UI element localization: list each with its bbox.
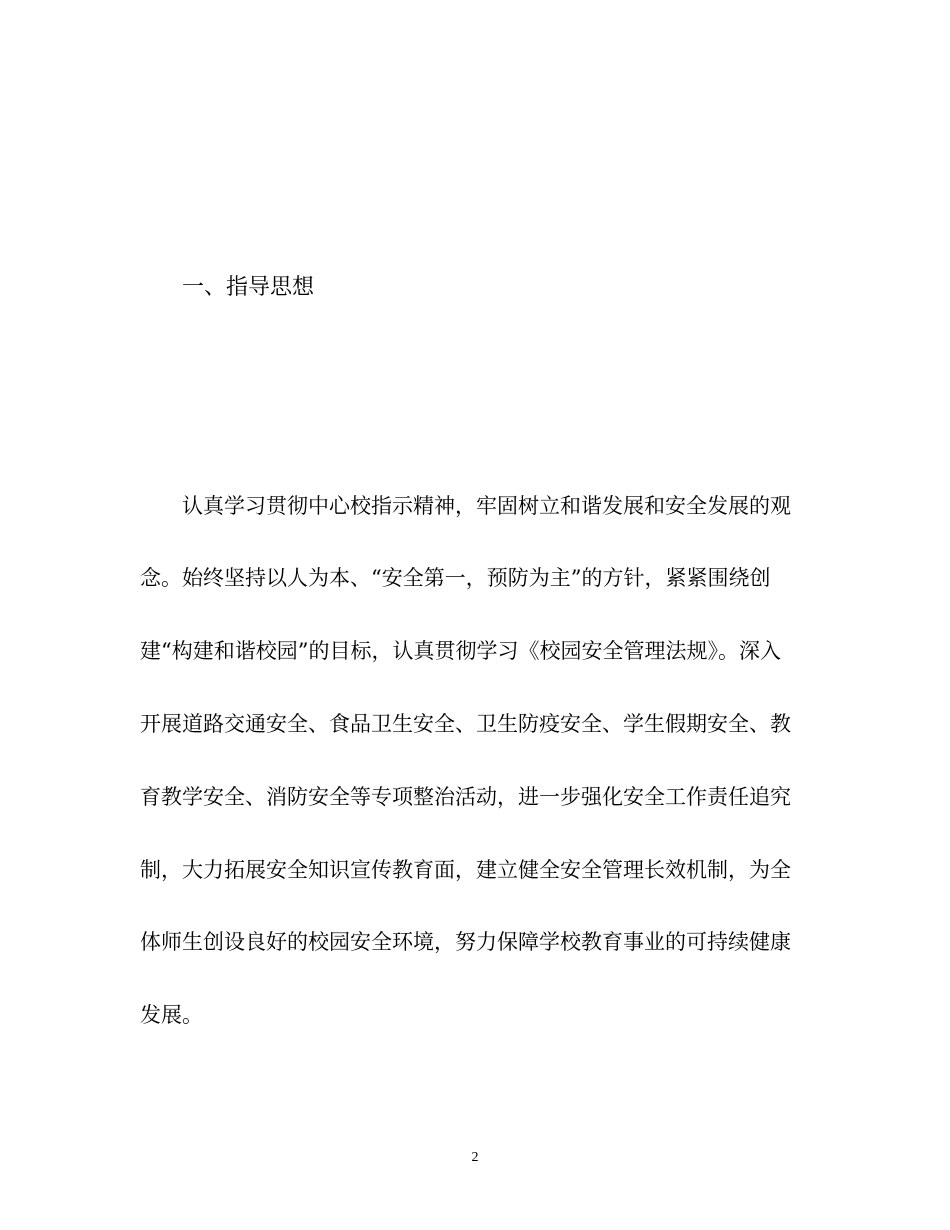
paragraph-line: 建“构建和谐校园”的目标，认真贯彻学习《校园安全管理法规》。深入 [140,639,781,663]
paragraph-line: 念。始终坚持以人为本、“安全第一，预防为主”的方针，紧紧围绕创 [140,566,771,590]
paragraph-line: 发展。 [140,1003,203,1027]
section-heading: 一、指导思想 [182,275,315,300]
paragraph-line: 开展道路交通安全、食品卫生安全、卫生防疫安全、学生假期安全、教 [140,712,791,736]
page-number: 2 [471,1150,479,1165]
paragraph-line: 育教学安全、消防安全等专项整治活动，进一步强化安全工作责任追究 [140,785,791,809]
paragraph-line: 认真学习贯彻中心校指示精神，牢固树立和谐发展和安全发展的观 [182,494,791,518]
paragraph-line: 制，大力拓展安全知识宣传教育面，建立健全安全管理长效机制，为全 [140,858,791,882]
paragraph-line: 体师生创设良好的校园安全环境，努力保障学校教育事业的可持续健康 [140,930,791,954]
